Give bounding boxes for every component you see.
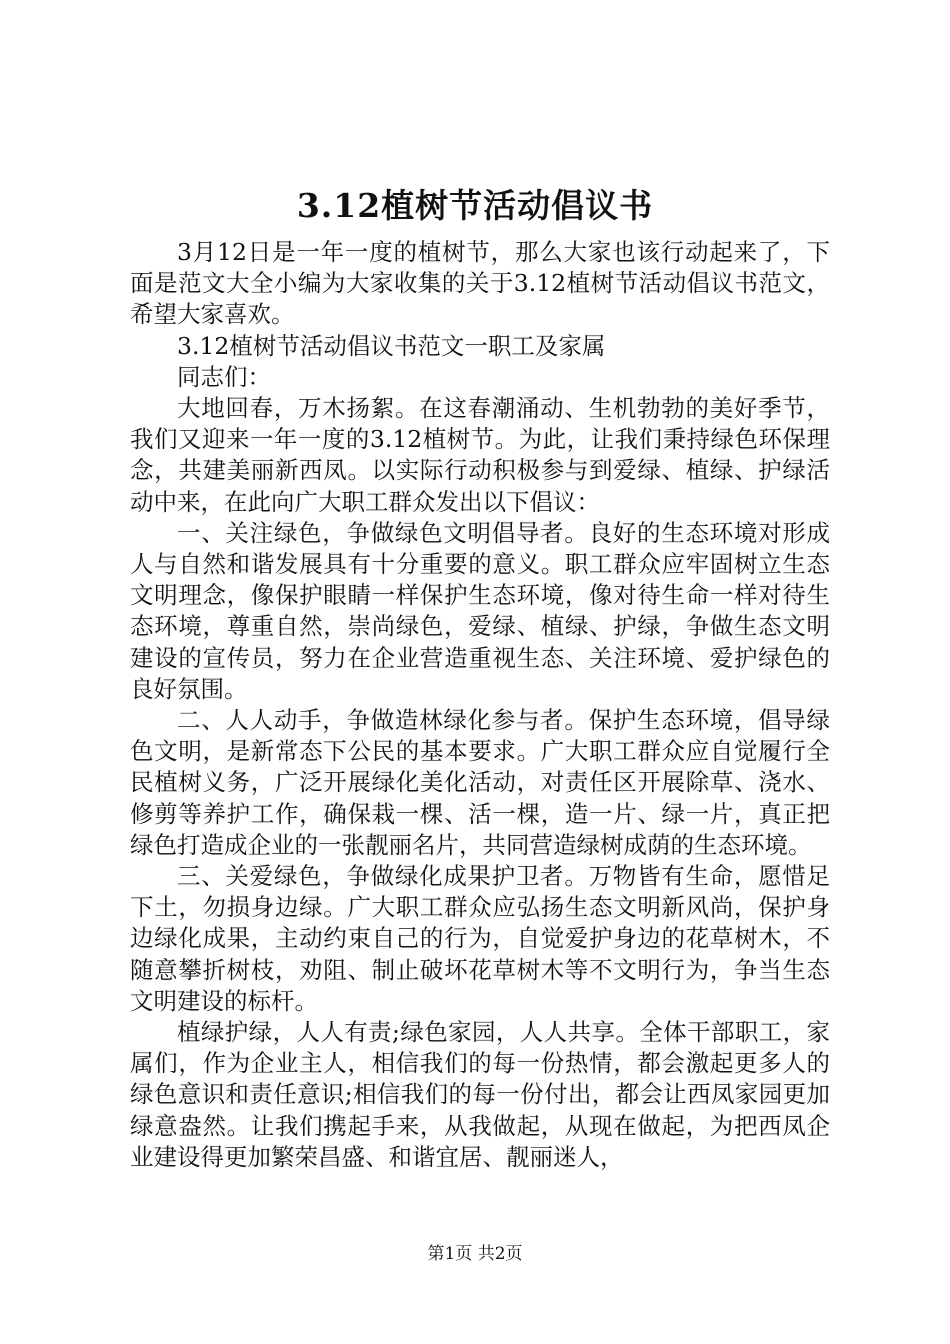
document-title: 3.12植树节活动倡议书 bbox=[296, 186, 654, 225]
body-paragraph: 大地回春，万木扬絮。在这春潮涌动、生机勃勃的美好季节，我们又迎来一年一度的3.12植树节。为此，让我们秉持绿色环保理念，共建美丽新西凤。以实际行动积极参与到爱绿、植绿、护绿活动中来，在此向广大职工群众发出以下倡议： bbox=[130, 394, 830, 516]
section-heading: 3.12植树节活动倡议书范文一职工及家属 bbox=[177, 331, 606, 360]
intro-paragraph: 3月12日是一年一度的植树节，那么大家也该行动起来了，下面是范文大全小编为大家收集的关于3.12植树节活动倡议书范文，希望大家喜欢。 bbox=[130, 238, 830, 329]
page-footer: 第1页 共2页 bbox=[427, 1244, 523, 1264]
proposal-item-1: 一、关注绿色，争做绿色文明倡导者。良好的生态环境对形成人与自然和谐发展具有十分重要的意义。职工群众应牢固树立生态文明理念，像保护眼睛一样保护生态环境，像对待生命一样对待生态环境，尊重自然，崇尚绿色，爱绿、植绿、护绿，争做生态文明建设的宣传员，努力在企业营造重视生态、关注环境、爱护绿色的良好氛围。 bbox=[130, 518, 830, 703]
salutation: 同志们： bbox=[177, 362, 271, 391]
document-body bbox=[130, 237, 830, 1173]
proposal-item-2: 二、人人动手，争做造林绿化参与者。保护生态环境，倡导绿色文明，是新常态下公民的基本要求。广大职工群众应自觉履行全民植树义务，广泛开展绿化美化活动，对责任区开展除草、浇水、修剪等养护工作，确保栽一棵、活一棵，造一片、绿一片，真正把绿色打造成企业的一张靓丽名片，共同营造绿树成荫的生态环境。 bbox=[130, 706, 830, 859]
proposal-item-3: 三、关爱绿色，争做绿化成果护卫者。万物皆有生命，愿惜足下土，勿损身边绿。广大职工群众应弘扬生态文明新风尚，保护身边绿化成果，主动约束自己的行为，自觉爱护身边的花草树木，不随意攀折树枝，劝阻、制止破坏花草树木等不文明行为，争当生态文明建设的标杆。 bbox=[130, 862, 830, 1015]
closing-paragraph: 植绿护绿，人人有责;绿色家园，人人共享。全体干部职工，家属们，作为企业主人，相信我们的每一份热情，都会激起更多人的绿色意识和责任意识;相信我们的每一份付出，都会让西凤家园更加绿意盎然。让我们携起手来，从我做起，从现在做起，为把西凤企业建设得更加繁荣昌盛、和谐宜居、靓丽迷人， bbox=[130, 1018, 830, 1171]
